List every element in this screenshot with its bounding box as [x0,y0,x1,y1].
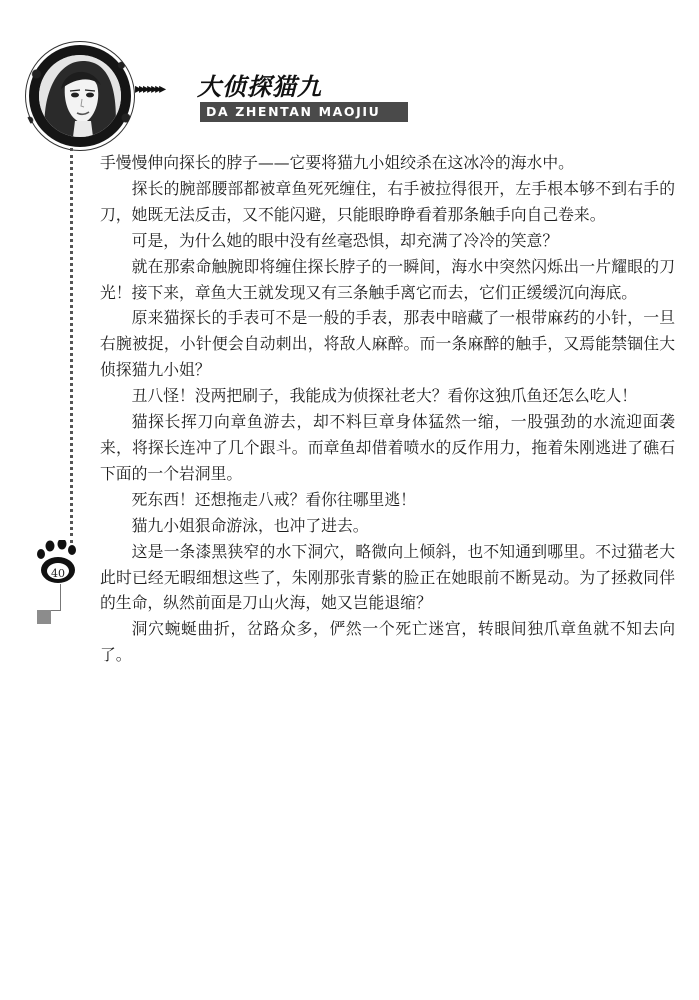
dotted-border-line [70,148,73,543]
paragraph: 猫九小姐狠命游泳，也冲了进去。 [131,515,369,535]
paragraph: 探长的腕部腰部都被章鱼死死缠住，右手被拉得很开，左手根本够不到右手的刀，她既无法反击，又不能闪避，只能眼睁睁看着那条触手向自己卷来。 [100,178,675,224]
paragraph: 猫探长挥刀向章鱼游去，却不料巨章身体猛然一缩，一股强劲的水流迎面袭来，将探长连冲了几个跟斗。而章鱼却借着喷水的反作用力，拖着朱刚逃进了礁石下面的一个岩洞里。 [100,412,675,483]
page-number: 40 [51,567,65,580]
paragraph: 就在那索命触腕即将缠住探长脖子的一瞬间，海水中突然闪烁出一片耀眼的刀光！接下来，章鱼大王就发现又有三条触手离它而去，它们正缓缓沉向海底。 [100,256,675,302]
paragraph: 洞穴蜿蜒曲折，岔路众多，俨然一个死亡迷宫，转眼间独爪章鱼就不知去向了。 [100,619,675,665]
paragraph: 死东西！还想拖走八戒？看你往哪里逃！ [131,489,416,509]
paragraph: 原来猫探长的手表可不是一般的手表，那表中暗藏了一根带麻药的小针，一旦右腕被捉，小针便会自动刺出，将敌人麻醉。而一条麻醉的触手，又焉能禁锢住大侦探猫九小姐？ [100,308,675,380]
paragraph: 可是，为什么她的眼中没有丝毫恐惧，却充满了冷冷的笑意？ [131,230,559,250]
avatar [29,45,131,147]
paragraph: 手慢慢伸向探长的脖子——它要将猫九小姐绞杀在这冰冷的海水中。 [100,153,574,172]
corner-bracket-line [40,584,61,611]
body-text [100,150,675,668]
arrow-decoration: ▸▸▸▸▸▸▸ [135,81,164,97]
corner-square-decoration [37,610,51,624]
girl-portrait-icon [39,55,121,137]
paragraph: 丑八怪！没两把刷子，我能成为侦探社老大？看你这独爪鱼还怎么吃人！ [131,386,638,406]
series-title: 大侦探猫九 [197,73,322,101]
series-pinyin-bar: DA ZHENTAN MAOJIU [200,102,408,122]
paragraph: 这是一条漆黑狭窄的水下洞穴，略微向上倾斜，也不知通到哪里。不过猫老大此时已经无暇细想这些了，朱刚那张青紫的脸正在她眼前不断晃动。为了拯救同伴的生命，纵然前面是刀山火海，她又岂能退缩？ [100,541,675,613]
